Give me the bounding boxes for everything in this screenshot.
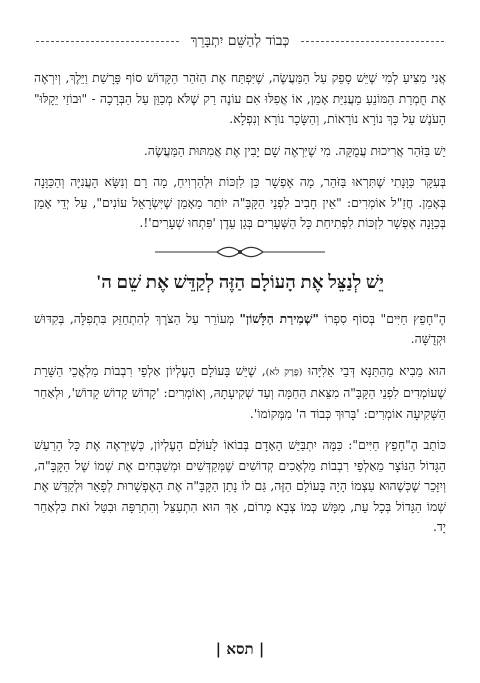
section-heading: יֵשׁ לְנַצֵּל אֶת הָעוֹלָם הַזֶּה לְקַדֵּשׁ אֶת שֵׁם ה' bbox=[96, 272, 384, 293]
page-number: | תסא | bbox=[215, 640, 265, 658]
paragraph-5-text-a: הוּא מֵבִיא מֵהַתַּנָּא דְּבֵי אֵלִיָּהוּ bbox=[302, 363, 447, 378]
paragraph-5 bbox=[34, 361, 446, 425]
paragraph-1: אֲנִי מַצִּיעַ לְמִי שֶׁיֵּשׁ סָפֵק עַל הַמַּעֲשֶׂה, שֶׁיִּפְתַּח אֶת הַזֹּהַר הַקָּדוֹשׁ סוֹף פָּרָשַׁת וַיֵּלֶךְ, וְיִרְאֶה אֶת חֻמְרַת הַמּוֹנֵעַ מֵעֲנִיַּת אָמֵן, אוֹ אֲפִלּוּ אִם עוֹנֶה רַק שֶׁלֹּא מְכַוֵּן עַל הַבְּרָכָה - "וּבוֹזַי יֵקָלּוּ" הָעֹנֶשׁ עַל כָּךְ נוֹרָא נוֹרָאוֹת, וְהַשָּׂכָר נוֹרָא וְנִפְלָא. bbox=[34, 71, 446, 126]
ornament-divider bbox=[34, 245, 446, 259]
page-body bbox=[34, 68, 446, 549]
running-header bbox=[36, 30, 444, 52]
header-rule-right bbox=[301, 41, 444, 42]
paragraph-2: יֵשׁ בַּזֹּהַר אֲרִיכוּת עֲמֻקָּה. מִי שֶׁיִּרְאֶה שָׁם יָבִין אֶת אֲמִתּוּת הַמַּעֲשֶׂה. bbox=[143, 143, 446, 158]
paragraph-4-text-a: הֶ"חָפֵץ חַיִּים" בְּסוֹף סִפְרוֹ bbox=[318, 311, 447, 326]
paragraph-5-text-b: , שֶׁיֵּשׁ בָּעוֹלָם הָעֶלְיוֹן אַלְפֵי רִבְבוֹת מַלְאֲכֵי הַשָּׁרֵת שֶׁעוֹמְדִים לִפְנֵי הַקָּבָּ"ה מִצֵּאת הַחַמָּה וְעַד שְׁקִיעָתָהּ, וְאוֹמְרִים: 'קָדוֹשׁ קָדוֹשׁ קָדוֹשׁ', וּלְאַחַר הַשְּׁקִיעָה אוֹמְרִים: 'בָּרוּךְ כְּבוֹד ה' מִמְּקוֹמוֹ'. bbox=[34, 363, 446, 421]
paragraph-6: כּוֹתֵב הֶ"חָפֵץ חַיִּים": כַּמָּה יִתְבַּיֵּשׁ הָאָדָם בְּבוֹאוֹ לָעוֹלָם הָעֶלְיוֹן, כְּשֶׁיִּרְאֶה אֶת כָּל הָרַעַשׁ הַגָּדוֹל הַנּוֹצָר מֵאַלְפֵי רִבְבוֹת מַלְאָכִים קְדוֹשִׁים שֶׁמְּקַדְּשִׁים וּמְשַׁבְּחִים אֶת שְׁמוֹ שֶׁל הַקָּבָּ"ה, וְיִזָּכֵר שֶׁכְּשֶׁהוּא עַצְמוֹ הָיָה בָּעוֹלָם הַזֶּה, גַּם לוֹ נָתַן הַקָּבָּ"ה אֶת הָאֶפְשָׁרוּת לְפָאֵר וּלְקַדֵּשׁ אֶת שְׁמוֹ הַגָּדוֹל בְּכָל עֵת, מַמָּשׁ כְּמוֹ צְבָא מָרוֹם, אַךְ הוּא הִתְעַצֵּל וְהִתְרַפָּה וּבִטֵּל זֹאת כִּלְאַחַר יָד. bbox=[34, 438, 446, 534]
book-title-shmirat-halashon: "שְׁמִירַת הַלָּשׁוֹן" bbox=[239, 310, 319, 326]
header-title: כְּבוֹד לְהַשֵּׁם יִתְבָּרֵךְ bbox=[190, 32, 290, 49]
paragraph-4-text-b: מְעוֹרֵר עַל הַצֹּרֶךְ לְהִתְחַזֵּק בִּתְפִלָּה, בְּקִדּוּשׁ וּקְדֻשָּׁה. bbox=[34, 311, 446, 346]
header-rule-left bbox=[36, 41, 179, 42]
flourish-icon bbox=[155, 245, 325, 259]
source-citation: (פֶּרֶק לא) bbox=[265, 366, 303, 378]
paragraph-3: בְּעִקָּר כַּוָּנָתִי שֶׁתִּרְאוּ בַּזֹּהַר, מָה אֶפְשָׁר כֵּן לִזְכּוֹת וּלְהַרְוִיחַ, מָה רָם וְנִשָּׂא הָעֲנִיָּה וְהַכַּוָּנָה בְּאָמֵן. חֲזַ"ל אוֹמְרִים: "אֵין חָבִיב לִפְנֵי הַקָּבָּ"ה יוֹתֵר מֵאָמֵן שֶׁיִּשְׂרָאֵל עוֹנִים", עַל יְדֵי אָמֵן בְּכַוָּנָה אֶפְשָׁר לִזְכּוֹת לִפְתִיחַת כָּל הַשְּׁעָרִים בְּגַן עֵדֶן 'פִּתְחוּ שְׁעָרִים'!. bbox=[34, 175, 446, 230]
paragraph-4 bbox=[34, 309, 446, 350]
